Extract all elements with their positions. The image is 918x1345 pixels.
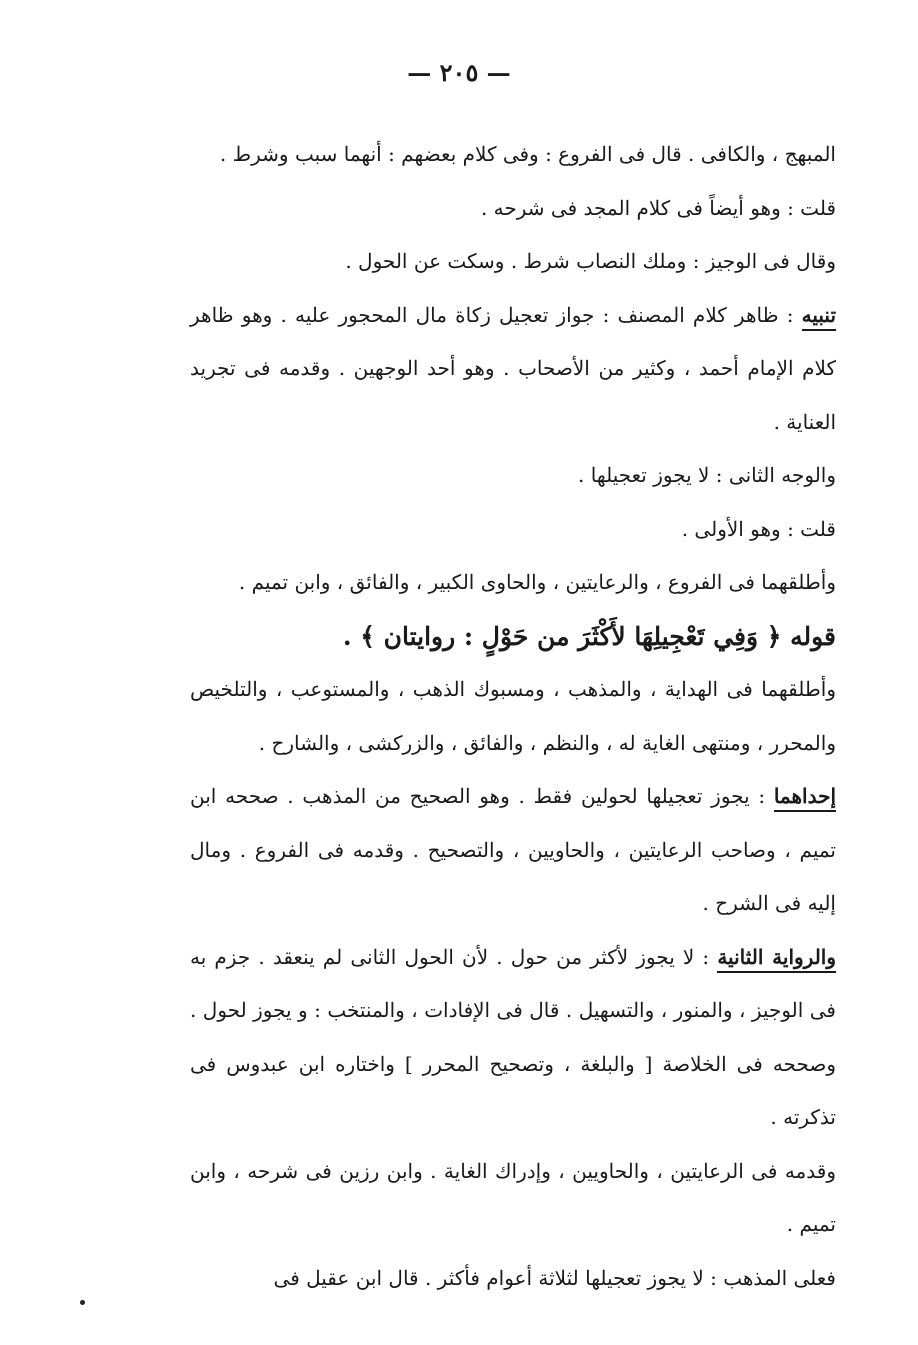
body-text bbox=[190, 128, 836, 1305]
quoted-text-heading: قوله ﴿ وَفِي تَعْجِيلِهَا لأَكْثَرَ من حَوْلٍ : روايتان ﴾ . bbox=[342, 621, 836, 651]
paragraph: فعلى المذهب : لا يجوز تعجيلها لثلاثة أعوام فأكثر . قال ابن عقيل فى bbox=[273, 1265, 836, 1290]
note-text: : ظاهر كلام المصنف : جواز تعجيل زكاة مال المحجور عليه . وهو ظاهر كلام الإمام أحمد ، وكثير من الأصحاب . وهو أحد الوجهين . وقدمه فى تجريد العناية . bbox=[190, 302, 836, 434]
paragraph: والوجه الثانى : لا يجوز تعجيلها . bbox=[578, 463, 836, 487]
paragraph: المبهج ، والكافى . قال فى الفروع : وفى كلام بعضهم : أنهما سبب وشرط . bbox=[219, 142, 836, 166]
first-narration-text: : يجوز تعجيلها لحولين فقط . وهو الصحيح من المذهب . صححه ابن تميم ، وصاحب الرعايتين ، والحاويين ، والتصحيح . وقدمه فى الفروع . ومال إليه فى الشرح . bbox=[190, 784, 837, 915]
paragraph: وقدمه فى الرعايتين ، والحاويين ، وإدراك الغاية . وابن رزين فى شرحه ، وابن تميم . bbox=[190, 1158, 836, 1236]
scan-speck bbox=[80, 1300, 85, 1305]
second-narration-text: : لا يجوز لأكثر من حول . لأن الحول الثانى لم ينعقد . جزم به فى الوجيز ، والمنور ، والتسهيل . قال فى الإفادات ، والمنتخب : و يجوز لحول . وصححه فى الخلاصة [ والبلغة ، وتصحيح المحرر ] واختاره ابن عبدوس فى تذكرته . bbox=[190, 944, 836, 1129]
paragraph: قلت : وهو الأولى . bbox=[681, 516, 836, 541]
paragraph-note bbox=[190, 289, 836, 450]
second-narration-heading: والرواية الثانية bbox=[717, 945, 836, 973]
paragraph: قلت : وهو أيضاً فى كلام المجد فى شرحه . bbox=[480, 195, 836, 220]
note-heading: تنبيه bbox=[802, 303, 836, 331]
page-number: — ٢٠٥ — bbox=[407, 58, 511, 87]
first-narration-heading: إحداهما bbox=[774, 784, 836, 812]
paragraph: وأطلقهما فى الفروع ، والرعايتين ، والحاوى الكبير ، والفائق ، وابن تميم . bbox=[238, 570, 836, 594]
paragraph-first-narration bbox=[190, 770, 836, 931]
paragraph: وأطلقهما فى الهداية ، والمذهب ، ومسبوك الذهب ، والمستوعب ، والتلخيص والمحرر ، ومنتهى الغاية له ، والنظم ، والفائق ، والزركشى ، والشارح . bbox=[190, 677, 836, 755]
paragraph-second-narration bbox=[190, 931, 836, 1145]
paragraph: وقال فى الوجيز : وملك النصاب شرط . وسكت عن الحول . bbox=[345, 249, 836, 273]
